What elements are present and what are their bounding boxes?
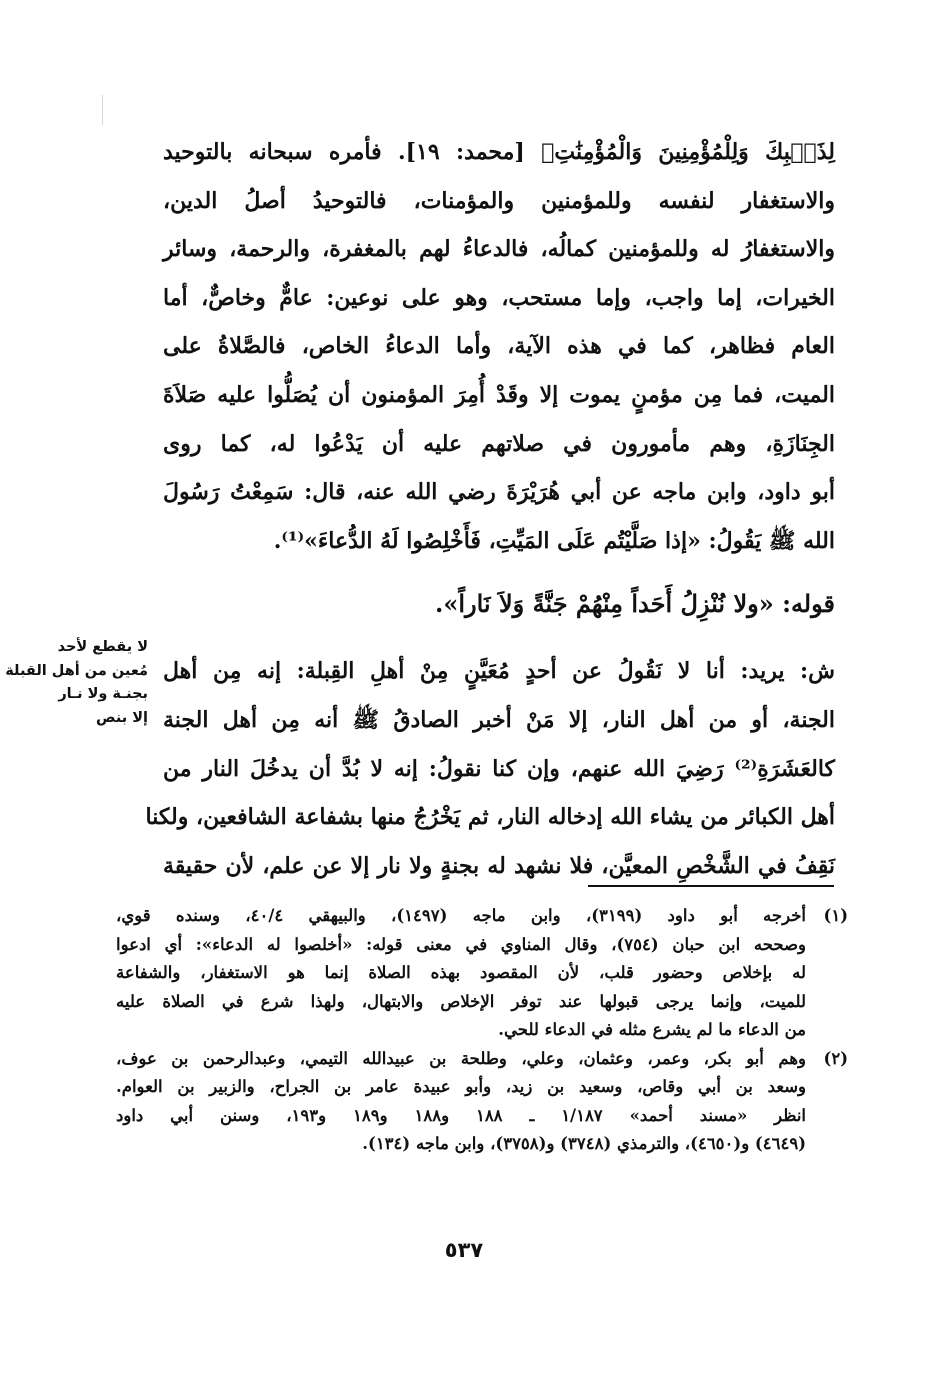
main-text	[145, 128, 835, 890]
text-line: الخيرات، إما واجب، وإما مستحب، وهو على نوعين: عامٌّ وخاصٌّ، أما	[163, 284, 835, 311]
paragraph-2	[145, 647, 835, 890]
page-number: ٥٣٧	[444, 1238, 484, 1262]
text-line: والاستغفار لنفسه وللمؤمنين والمؤمنات، فالتوحيدُ أصلُ الدين،	[163, 187, 835, 214]
margin-mark	[102, 95, 103, 125]
text-line: ش: يريد: أنا لا نَقُولُ عن أحدٍ مُعَيَّنٍ مِنْ أهلِ القِبلة: إنه مِن أهل	[163, 658, 835, 685]
text-line: العام فظاهر، كما في هذه الآية، وأما الدعاءُ الخاص، فالصَّلاةُ على	[163, 333, 835, 360]
footnote-line: (٤٦٤٩) و(٤٦٥٠)، والترمذي (٣٧٤٨) و(٣٧٥٨)، وابن ماجه (١٣٤).	[362, 1134, 806, 1153]
text-line: كالعَشَرَةِ⁽²⁾ رَضِيَ الله عنهم، وإن كنا نقولُ: إنه لا بُدَّ أن يدخُلَ النار من	[163, 755, 835, 782]
text-line: الجِنَازَةِ، وهم مأمورون في صلاتهم عليه أن يَدْعُوا له، كما روى	[163, 430, 835, 457]
footnote-number: (١)	[823, 906, 848, 925]
footnote-line: وسعد بن أبي وقاص، وسعيد بن زيد، وأبو عبيدة عامر بن الجراح، والزبير بن العوام.	[116, 1077, 806, 1096]
text-line: الجنة، أو من أهل النار، إلا مَنْ أخبر الصادقُ ﷺ أنه مِن أهل الجنة	[163, 706, 835, 733]
footnote-divider	[588, 885, 834, 887]
margin-note-line: بجنـة ولا نـار	[58, 686, 148, 702]
footnote-line: من الدعاء ما لم يشرع مثله في الدعاء للحي.	[498, 1020, 806, 1039]
quoted-statement: قوله: «ولا نُنْزِلُ أَحَداً مِنْهُمْ جَنَّةً وَلاَ نَاراً».	[434, 589, 835, 619]
footnote-line: وصححه ابن حبان (٧٥٤)، وقال المناوي في معنى قوله: «أخلصوا له الدعاء»: أي ادعوا	[116, 934, 806, 954]
text-line: أهل الكبائر من يشاء الله إدخاله النار، ثم يَخْرُجُ منها بشفاعة الشافعين، ولكنا	[145, 804, 835, 831]
footnote-line: انظر «مسند أحمد» ١/١٨٧ ـ ١٨٨ و١٨٨ و١٨٩ و١٩٣، وسنن أبي داود	[116, 1105, 806, 1125]
text-line: الله ﷺ يَقُولُ: «إذا صَلَّيْتُم عَلَى المَيِّتِ، فَأَخْلِصُوا لَهُ الدُّعاءَ»⁽¹⁾.	[273, 527, 835, 554]
margin-note-line: لا يقطع لأحد	[57, 639, 148, 655]
text-line: نَقِفُ في الشَّخْصِ المعيَّن، فلا نشهد له بجنةٍ ولا نار إلا عن علم، لأن حقيقة	[163, 852, 835, 879]
text-line: أبو داود، وابن ماجه عن أبي هُرَيْرَةَ رضي الله عنه، قال: سَمِعْتُ رَسُولَ	[163, 479, 835, 506]
margin-note	[5, 636, 148, 730]
footnote-line: أخرجه أبو داود (٣١٩٩)، وابن ماجه (١٤٩٧)، والبيهقي ٤٠/٤، وسنده قوي،	[116, 906, 806, 925]
footnote-number: (٢)	[823, 1048, 848, 1068]
text-line: لِذَنۢبِكَ وَلِلْمُؤْمِنِينَ وَالْمُؤْمِنَٰتِ﴾ [محمد: ١٩]. فأمره سبحانه بالتوحيد	[163, 139, 835, 165]
footnote-line: للميت، وإنما يرجى قبولها عند توفر الإخلاص والابتهال، ولهذا شرع في الصلاة عليه	[116, 991, 806, 1011]
footnotes	[116, 902, 848, 1159]
footnote-1	[116, 902, 848, 1045]
margin-note-line: مُعين من أهل القبلة	[5, 662, 148, 679]
footnote-2	[116, 1045, 848, 1159]
paragraph-1	[163, 128, 835, 565]
margin-note-line: إلا بنص	[96, 709, 148, 726]
footnote-line: له بإخلاص وحضور قلب، لأن المقصود بهذه الصلاة إنما هو الاستغفار، والشفاعة	[116, 963, 806, 982]
text-line: والاستغفارُ له وللمؤمنين كمالُه، فالدعاءُ لهم بالمغفرة، والرحمة، وسائر	[163, 236, 835, 263]
text-line: الميت، فما مِن مؤمنٍ يموت إلا وقَدْ أُمِرَ المؤمنون أن يُصَلُّوا عليه صَلاَةَ	[163, 381, 835, 408]
footnote-line: وهم أبو بكر، وعمر، وعثمان، وعلي، وطلحة بن عبيدالله التيمي، وعبدالرحمن بن عوف،	[116, 1048, 806, 1068]
